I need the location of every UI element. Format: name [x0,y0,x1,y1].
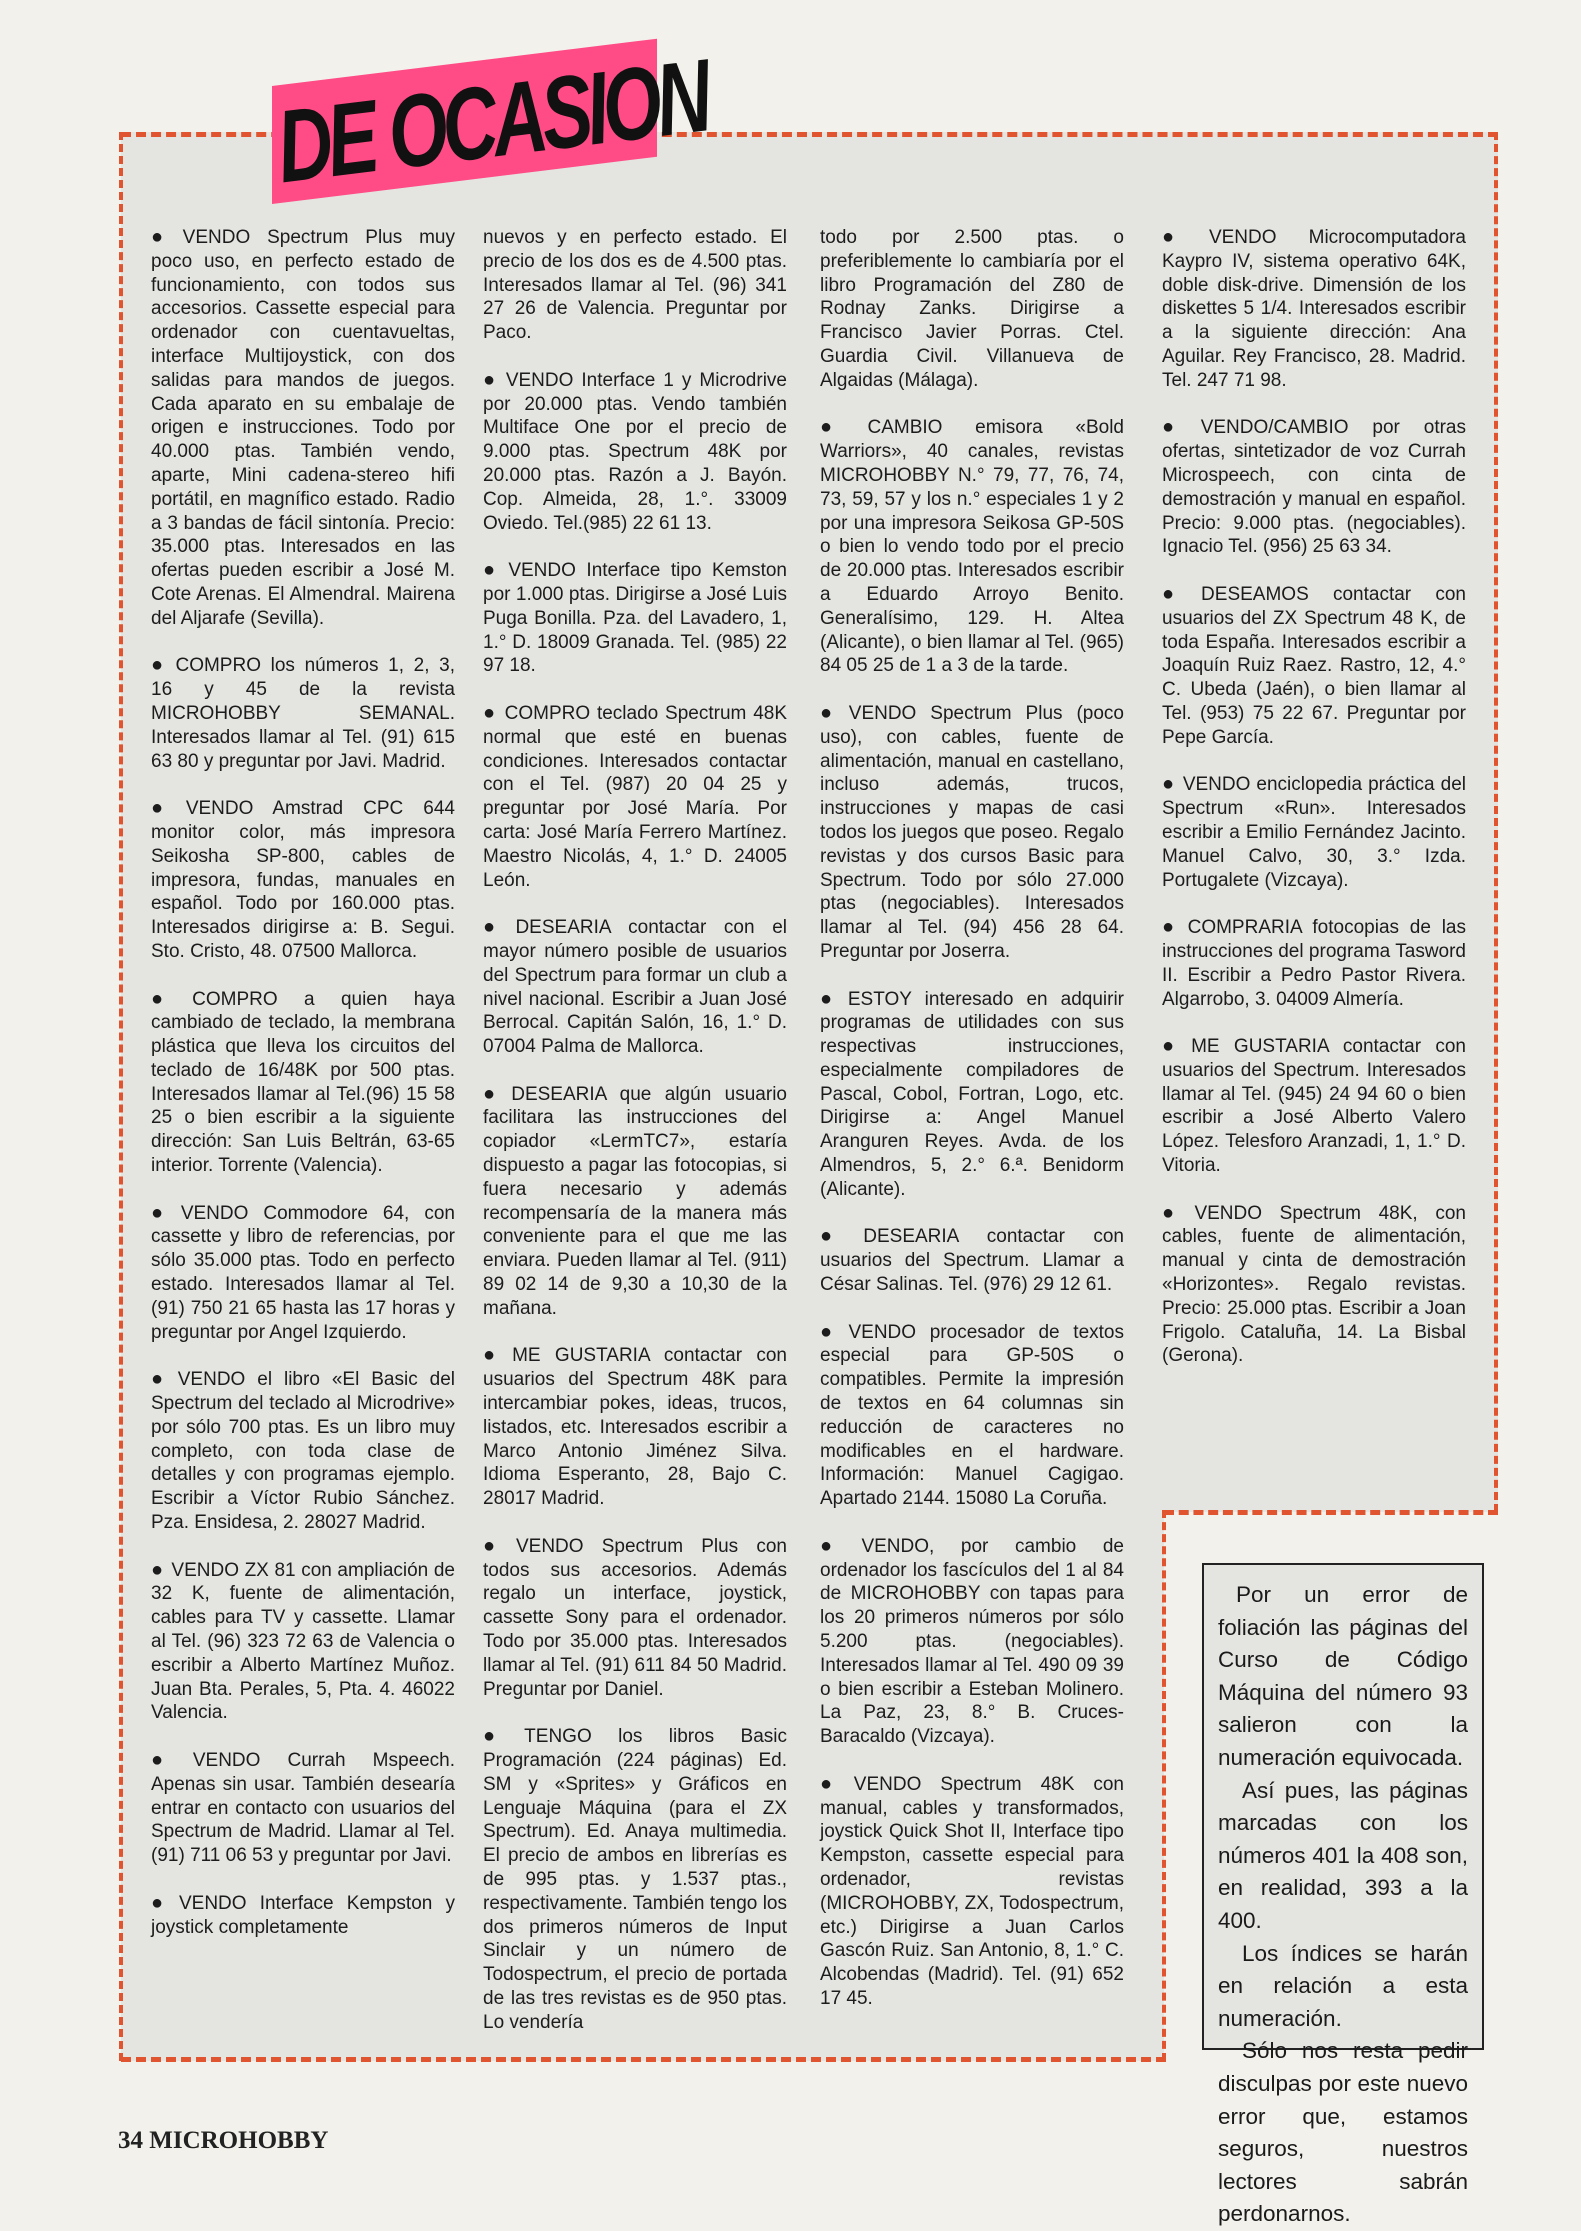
classified-ad [151,1202,455,1345]
classified-ad [151,654,455,773]
ad-text: ME GUSTARIA contactar con usuarios del Spectrum. Interesados llamar al Tel. (945) 24 94 60 o bien escribir a José Alberto Valero López. Telesforo Aranzadi, 1, 1.° D. Vitoria. [1162,1036,1466,1177]
ad-text: DESEARIA que algún usuario facilitara las instrucciones del copiador «LermTC7», estaría dispuesto a pagar las fotocopias, si fuera necesario y además recompensaría de la manera más conveniente para el que me las enviara. Pueden llamar al Tel. (911) 89 02 14 de 9,30 a 10,30 de la mañana. [483,1083,787,1319]
ad-text: VENDO/CAMBIO por otras ofertas, sintetizador de voz Currah Microspeech, con cinta de demostración y manual en español. Precio: 9.000 ptas. (negociables). Ignacio Tel. (956) 25 63 34. [1162,417,1466,558]
ads-column-1 [151,226,455,1963]
ad-text: VENDO Interface Kempston y joystick completamente [151,1892,455,1938]
ad-text: TENGO los libros Basic Programación (224 páginas) Ed. SM y «Sprites» y Gráficos en Lenguaje Máquina (para el ZX Spectrum). Ed. Anaya multimedia. El precio de ambos en librerías es de 995 ptas. y 1.537 ptas., respectivamente. También tengo los dos primeros números de Input Sinclair y un número de Todospectrum, el precio de portada de las tres revistas es de 950 ptas. Lo vendería [483,1726,787,2033]
bullet-icon: ● [483,1725,517,1748]
bullet-icon: ● [820,701,841,724]
classified-ad [483,1344,787,1511]
ad-text: VENDO Spectrum 48K con manual, cables y transformados, joystick Quick Shot II, Interface tipo Kempston, cassette especial para ordenador, revistas (MICROHOBBY, ZX, Todospectrum, etc.) Dirigirse a Juan Carlos Gascón Ruiz. San Antonio, 8, 1.° C. Alcobendas (Madrid). Tel. (91) 652 17 45. [820,1773,1124,2009]
classified-ad [820,416,1124,678]
page-number: 34 [118,2127,143,2154]
bullet-icon: ● [820,416,860,439]
classified-ad [151,988,455,1178]
ad-text: COMPRO los números 1, 2, 3, 16 y 45 de la revista MICROHOBBY SEMANAL. Interesados llamar al Tel. (91) 615 63 80 y preguntar por Javi. Madrid. [151,655,455,772]
bullet-icon: ● [483,701,497,724]
bullet-icon: ● [151,1201,173,1224]
bullet-icon: ● [1162,582,1194,605]
bullet-icon: ● [1162,226,1201,248]
bullet-icon: ● [820,1534,854,1557]
ad-text: VENDO ZX 81 con ampliación de 32 K, fuente de alimentación, cables para TV y cassette. Llamar al Tel. (96) 323 72 63 de Valencia o escribir a Alberto Martínez Muñoz. Juan Bta. Perales, 5, Pta. 4. 46022 Valencia. [151,1559,455,1724]
magazine-name: MICROHOBBY [149,2127,329,2154]
page-footer [118,2127,328,2155]
ad-text: VENDO Amstrad CPC 644 monitor color, más impresora Seikosha SP-800, cables de impresora, fundas, manuales en español. Todo por 160.000 ptas. Interesados dirigirse a: B. Segui. Sto. Cristo, 48. 07500 Mallorca. [151,798,455,962]
classified-ad [151,1559,455,1726]
bullet-icon: ● [483,1534,508,1557]
ad-text: COMPRO a quien haya cambiado de teclado, la membrana plástica que lleva los circuitos del teclado de 16/48K por 500 ptas. Interesados llamar al Tel.(96) 15 58 25 o bien escribir a la siguiente dirección: San Luis Beltrán, 63-65 interior. Torrente (Valencia). [151,988,455,1177]
classified-ad [820,702,1124,964]
classified-ad [151,1749,455,1868]
classified-ad-continuation [820,226,1124,393]
classified-ad [1162,1202,1466,1369]
classified-ad [820,1535,1124,1749]
section-title: DE OCASION [270,38,714,206]
classified-ad-continuation [483,226,787,345]
erratum-notice [1202,1563,1484,2227]
ad-text: DESEARIA contactar con usuarios del Spectrum. Llamar a César Salinas. Tel. (976) 29 12 61. [820,1226,1124,1296]
ad-text: VENDO Interface 1 y Microdrive por 20.000 ptas. Vendo también Multiface One por el precio de 9.000 ptas. Spectrum 48K por 20.000 ptas. Razón a J. Bayón. Cop. Almeida, 28, 1.°. 33009 Oviedo. Tel.(985) 22 61 13. [483,369,787,534]
bullet-icon: ● [151,797,178,820]
ad-text: nuevos y en perfecto estado. El precio de los dos es de 4.500 ptas. Interesados llamar al Tel. (96) 341 27 26 de Valencia. Preguntar por Paco. [483,227,787,344]
classified-ad [483,916,787,1059]
classified-ad [151,797,455,964]
classified-ad [1162,416,1466,559]
classified-ad [1162,1035,1466,1178]
classified-ad [483,369,787,536]
border-step [1164,1510,1498,1515]
classified-ad [483,559,787,678]
ads-column-4 [1162,226,1466,1392]
classified-ad [483,1725,787,2034]
bullet-icon: ● [820,1772,846,1795]
classified-ad [483,1083,787,1321]
classified-ad [483,1535,787,1702]
bullet-icon: ● [151,1558,164,1581]
bullet-icon: ● [483,368,498,391]
bullet-icon: ● [483,916,508,939]
bullet-icon: ● [151,226,175,248]
bullet-icon: ● [151,1749,185,1771]
ad-text: VENDO Interface tipo Kemston por 1.000 ptas. Dirigirse a José Luis Puga Bonilla. Pza. del Lavadero, 1, 1.° D. 18009 Granada. Tel. (985) 22 97 18. [483,560,787,677]
bullet-icon: ● [1162,916,1180,939]
bullet-icon: ● [820,987,840,1010]
notice-paragraph: Así pues, las páginas marcadas con los números 401 la 408 son, en realidad, 393 a la 400. [1218,1777,1468,1933]
bullet-icon: ● [151,654,168,677]
ad-text: VENDO Spectrum Plus con todos sus accesorios. Además regalo un interface, joystick, cassette Sony para el ordenador. Todo por 35.000 ptas. Interesados llamar al Tel. (91) 611 84 50 Madrid. Preguntar por Daniel. [483,1535,787,1700]
bullet-icon: ● [1162,1035,1184,1058]
ad-text: VENDO el libro «El Basic del Spectrum del teclado al Microdrive» por sólo 700 ptas. Es un libro muy completo, con toda clase de detalles y con programas ejemplo. Escribir a Víctor Rubio Sánchez. Pza. Ensidesa, 2. 28027 Madrid. [151,1369,455,1534]
classified-ad [820,988,1124,1202]
bullet-icon: ● [820,1225,856,1248]
bullet-icon: ● [151,1891,171,1914]
classified-ad [820,1321,1124,1511]
ad-text: DESEAMOS contactar con usuarios del ZX Spectrum 48 K, de toda España. Interesados escribir a Joaquín Ruiz Raez. Rastro, 12, 4.° C. Ubeda (Jaén), o bien llamar al Tel. (953) 75 22 67. Preguntar por Pepe García. [1162,583,1466,748]
ad-text: VENDO Spectrum Plus muy poco uso, en perfecto estado de funcionamiento, con todos sus accesorios. Cassette especial para ordenador con cuentavueltas, interface Multijoystick, con dos salidas para mandos de juegos. Cada aparato en su embalaje de origen e instrucciones. Todo por 40.000 ptas. También vendo, aparte, Mini cadena-stereo hifi portátil, en magnífico estado. Radio a 3 bandas de fácil sintonía. Precio: 35.000 ptas. Interesados en las ofertas pueden escribir a José M. Cote Arenas. El Almendral. Mairena del Aljarafe (Sevilla). [151,227,455,629]
classified-ad [483,702,787,892]
bullet-icon: ● [151,987,185,1010]
ad-text: DESEARIA contactar con el mayor número posible de usuarios del Spectrum para formar un club a nivel nacional. Escribir a Juan José Berrocal. Capitán Salón, 16, 1.° D. 07004 Palma de Mallorca. [483,917,787,1058]
bullet-icon: ● [483,1344,505,1367]
ads-column-3 [820,226,1124,2035]
border-inner-right [1162,1510,1166,2061]
border-left [119,132,123,2061]
border-right [1494,132,1498,1512]
notice-paragraph: Sólo nos resta pedir disculpas por este nuevo error que, estamos seguros, nuestros lectores sabrán perdonarnos. [1218,2038,1468,2227]
notice-paragraph: Por un error de foliación las páginas del Curso de Código Máquina del número 93 salieron con la numeración equivocada. [1218,1582,1468,1770]
ad-text: ESTOY interesado en adquirir programas de utilidades con sus respectivas instrucciones, especialmente compiladores de Pascal, Cobol, Fortran, Logo, etc. Dirigirse a: Angel Manuel Aranguren Reyes. Avda. de los Almendros, 5, 2.° 6.ª. Benidorm (Alicante). [820,988,1124,1200]
bullet-icon: ● [1162,773,1175,796]
bullet-icon: ● [483,559,501,582]
bullet-icon: ● [1162,1201,1187,1224]
ad-text: COMPRARIA fotocopias de las instrucciones del programa Tasword II. Escribir a Pedro Pastor Rivera. Algarrobo, 3. 04009 Almería. [1162,917,1466,1010]
classified-ad [151,1368,455,1535]
bullet-icon: ● [820,1320,841,1343]
bullet-icon: ● [1162,416,1193,439]
classified-ad [1162,226,1466,393]
ad-text: VENDO Currah Mspeech. Apenas sin usar. También desearía entrar en contacto con usuarios del Spectrum de Madrid. Llamar al Tel. (91) 711 06 53 y preguntar por Javi. [151,1750,455,1867]
ad-text: VENDO Commodore 64, con cassette y libro de referencias, por sólo 35.000 ptas. Todo en perfecto estado. Interesados llamar al Tel. (91) 750 21 65 hasta las 17 horas y preguntar por Angel Izquierdo. [151,1202,455,1343]
ad-text: VENDO, por cambio de ordenador los fascículos del 1 al 84 de MICROHOBBY con tapas para los 20 primeros números por sólo 5.200 ptas. (negociables). Interesados llamar al Tel. 490 09 39 o bien escribir a Esteban Molinero. La Paz, 23, 8.° B. Cruces-Baracaldo (Vizcaya). [820,1535,1124,1748]
classified-ad [820,1773,1124,2011]
bullet-icon: ● [151,1368,170,1391]
classified-ad [1162,916,1466,1011]
ad-text: VENDO Spectrum Plus (poco uso), con cables, fuente de alimentación, manual en castellano, incluso además, trucos, instrucciones y mapas de casi todos los juegos que poseo. Regalo revistas y dos cursos Basic para Spectrum. Todo por sólo 27.000 ptas (negociables). Interesados llamar al Tel. (94) 456 28 64. Preguntar por Joserra. [820,702,1124,962]
ad-text: VENDO enciclopedia práctica del Spectrum «Run». Interesados escribir a Emilio Fernández Jacinto. Manuel Calvo, 30, 3.° Izda. Portugalete (Vizcaya). [1162,774,1466,891]
bullet-icon: ● [483,1082,504,1105]
classified-ad [151,226,455,631]
classified-ad [151,1892,455,1940]
classified-ad [820,1225,1124,1296]
classified-ad [1162,773,1466,892]
ad-text: COMPRO teclado Spectrum 48K normal que esté en buenas condiciones. Interesados contactar con el Tel. (987) 20 04 25 y preguntar por José María. Por carta: José María Ferrero Martínez. Maestro Nicolás, 4, 1.° D. 24005 León. [483,702,787,891]
ad-text: VENDO Microcomputadora Kaypro IV, sistema operativo 64K, doble disk-drive. Dimensión de los diskettes 5 1/4. Interesados escribir a la siguiente dirección: Ana Aguilar. Rey Francisco, 28. Madrid. Tel. 247 71 98. [1162,227,1466,391]
ad-text: todo por 2.500 ptas. o preferiblemente lo cambiaría por el libro Programación del Z80 de Rodnay Zanks. Dirigirse a Francisco Javier Porras. Ctel. Guardia Civil. Villanueva de Algaidas (Málaga). [820,227,1124,391]
ad-text: VENDO procesador de textos especial para GP-50S o compatibles. Permite la impresión de textos en 64 columnas sin reducción de caracteres no modificables en el hardware. Información: Manuel Cagigao. Apartado 2144. 15080 La Coruña. [820,1321,1124,1510]
classified-ad [1162,583,1466,750]
ads-column-2 [483,226,787,2058]
ad-text: CAMBIO emisora «Bold Warriors», 40 canales, revistas MICROHOBBY N.° 79, 77, 76, 74, 73, 59, 57 y los n.° especiales 1 y 2 por una impresora Seikosa GP-50S o bien lo vendo todo por el precio de 20.000 ptas. Interesados escribir a Eduardo Arroyo Benito. Generalísimo, 129. H. Altea (Alicante), o bien llamar al Tel. (965) 84 05 25 de 1 a 3 de la tarde. [820,417,1124,677]
ad-text: ME GUSTARIA contactar con usuarios del Spectrum 48K para intercambiar pokes, ideas, trucos, listados, etc. Interesados escribir a Marco Antonio Jiménez Silva. Idioma Esperanto, 28, Bajo C. 28017 Madrid. [483,1345,787,1510]
notice-paragraph: Los índices se harán en relación a esta numeración. [1218,1940,1468,2031]
ad-text: VENDO Spectrum 48K, con cables, fuente de alimentación, manual y cinta de demostración «Horizontes». Regalo revistas. Precio: 25.000 ptas. Escribir a Joan Frigolo. Cataluña, 14. La Bisbal (Gerona). [1162,1202,1466,1367]
